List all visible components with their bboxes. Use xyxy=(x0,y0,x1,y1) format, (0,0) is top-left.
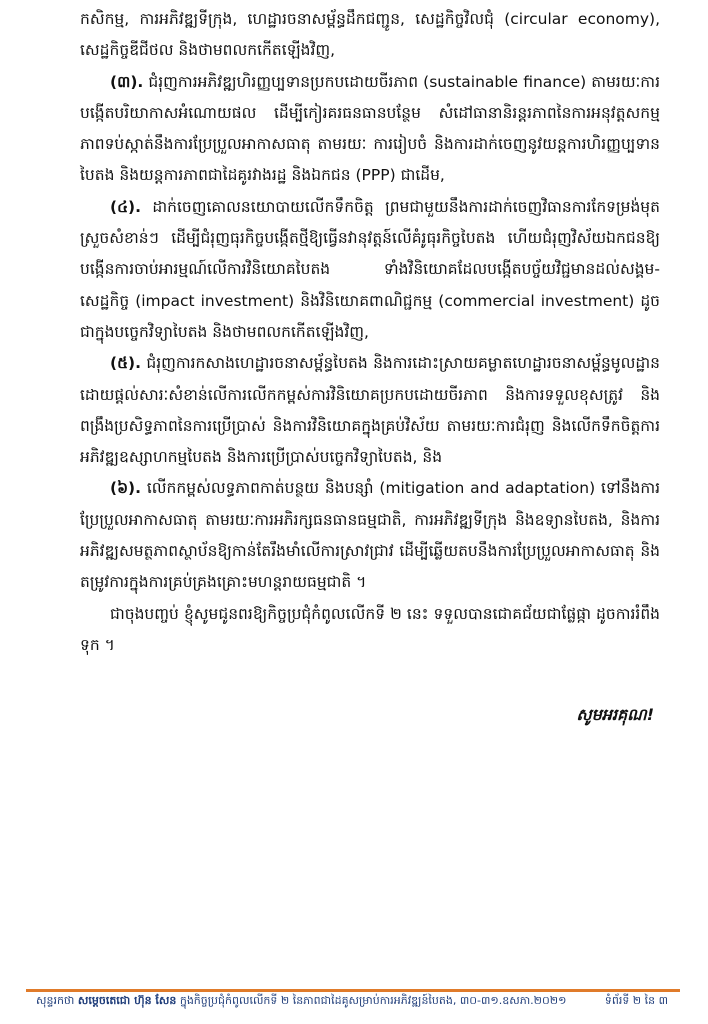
item-number: (៣). xyxy=(110,72,144,91)
item-number: (៤). xyxy=(110,197,142,216)
footer-title xyxy=(36,994,566,1010)
footer-event: ក្នុងកិច្ចប្រជុំកំពូលលើកទី ២ នៃភាពជាដៃគូសម្រាប់ការអភិវឌ្ឍន៍បៃតង, ៣០-៣១.ឧសភា.២០២១ xyxy=(176,994,567,1007)
footer-speaker: សម្ដេចតេជោ ហ៊ុន សែន xyxy=(77,994,177,1007)
closing-thanks: សូមអរគុណ! xyxy=(576,705,654,724)
paragraph-conclusion xyxy=(80,599,660,662)
paragraph-item-3 xyxy=(80,67,660,192)
paragraph-text: លើកកម្ពស់លទ្ធភាពកាត់បន្ថយ និងបន្សាំ (mitigation and adaptation) ទៅនឹងការប្រែប្រួលអាកាសធាតុ តាមរយៈការអភិរក្សធនធានធម្មជាតិ, ការអភិវឌ្ឍទីក្រុង និងឧទ្យានបៃតង, និងការអភិវឌ្ឍសមត្ថភាពស្ថាប័នឱ្យកាន់តែរឹងមាំលើការស្រាវជ្រាវ ដើម្បីឆ្លើយតបនឹងការប្រែប្រួលអាកាសធាតុ និងតម្រូវការក្នុងការគ្រប់គ្រងគ្រោះមហន្តរាយធម្មជាតិ ។ xyxy=(80,479,660,592)
item-number: (៥). xyxy=(110,354,142,373)
paragraph-item-6 xyxy=(80,473,660,598)
paragraph-text: ជាចុងបញ្ចប់ ខ្ញុំសូមជូនពរឱ្យកិច្ចប្រជុំកំពូលលើកទី ២ នេះ ទទួលបានជោគជ័យជាផ្លែផ្កា ដូចការរំពឹងទុក ។ xyxy=(80,604,660,654)
document-body xyxy=(80,4,660,661)
page-footer xyxy=(36,994,668,1010)
paragraph-item-5 xyxy=(80,348,660,473)
paragraph-item-4 xyxy=(80,192,660,348)
paragraph-continuation xyxy=(80,4,660,67)
paragraph-text: កសិកម្ម, ការអភិវឌ្ឍទីក្រុង, ហេដ្ឋារចនាសម្ព័ន្ធដឹកជញ្ជូន, សេដ្ឋកិច្ចវិលជុំ (circular economy), សេដ្ឋកិច្ចឌីជីថល និងថាមពលកកើតឡើងវិញ, xyxy=(80,10,660,60)
item-number: (៦). xyxy=(110,479,142,498)
page-number: ទំព័រទី ២ នៃ ៣ xyxy=(604,994,668,1007)
footer-rule xyxy=(26,989,680,992)
paragraph-text: ដាក់ចេញគោលនយោបាយលើកទឹកចិត្ត ព្រមជាមួយនឹងការដាក់ចេញវិធានការកែទម្រង់មុតស្រួចសំខាន់ៗ ដើម្បីជំរុញធុរកិច្ចបង្កើតថ្មីឱ្យធ្វើនវានុវត្តន៍លើគំរូធុរកិច្ចបៃតង ហើយជំរុញវិស័យឯកជនឱ្យបង្កើនការចាប់អារម្មណ៍លើការវិនិយោគបៃតង ទាំងវិនិយោគដែលបង្កើតបច្ច័យវិជ្ជមានដល់សង្គម-សេដ្ឋកិច្ច (impact investment) និងវិនិយោគពាណិជ្ជកម្ម (commercial investment) ដូចជាក្នុងបច្ចេកវិទ្យាបៃតង និងថាមពលកកើតឡើងវិញ, xyxy=(80,197,660,341)
paragraph-text: ជំរុញការកសាងហេដ្ឋារចនាសម្ព័ន្ធបៃតង និងការដោះស្រាយគម្លាតហេដ្ឋារចនាសម្ព័ន្ធមូលដ្ឋាន ដោយផ្ដល់សារៈសំខាន់លើការលើកកម្ពស់ការវិនិយោគប្រកបដោយចីរភាព និងការទទួលខុសត្រូវ និងពង្រឹងប្រសិទ្ធភាពនៃការប្រើប្រាស់ និងការវិនិយោគក្នុងគ្រប់វិស័យ តាមរយៈការជំរុញ និងលើកទឹកចិត្តការអភិវឌ្ឍឧស្សាហកម្មបៃតង និងការប្រើប្រាស់បច្ចេកវិទ្យាបៃតង, និង xyxy=(80,354,660,467)
footer-prefix: សុន្ទរកថា xyxy=(36,994,78,1007)
paragraph-text: ជំរុញការអភិវឌ្ឍហិរញ្ញប្បទានប្រកបដោយចីរភាព (sustainable finance) តាមរយៈការបង្កើតបរិយាកាសអំណោយផល ដើម្បីកៀរគរធនធានបន្ថែម សំដៅធានានិរន្តរភាពនៃការអនុវត្តសកម្មភាពទប់ស្កាត់នឹងការប្រែប្រួលអាកាសធាតុ តាមរយៈ ការរៀបចំ និងការដាក់ចេញនូវយន្តការហិរញ្ញប្បទានបៃតង និងយន្តការភាពជាដៃគូរវាងរដ្ឋ និងឯកជន (PPP) ជាដើម, xyxy=(80,72,660,185)
